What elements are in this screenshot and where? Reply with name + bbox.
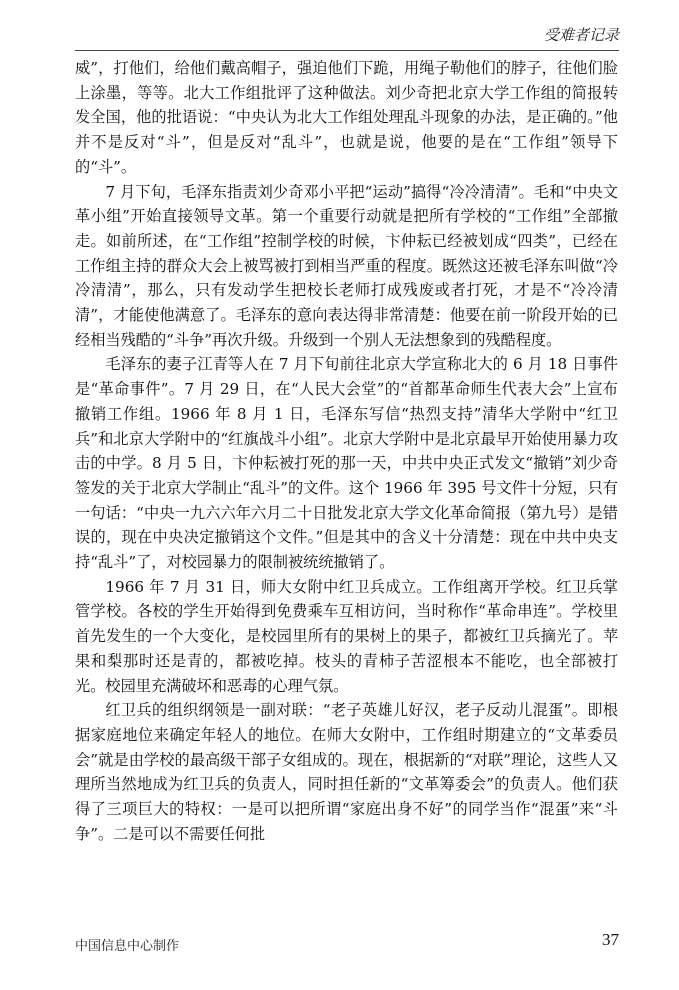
footer-publisher: 中国信息中心制作 xyxy=(75,939,180,954)
page-number: 37 xyxy=(602,930,619,949)
paragraph-5: 红卫兵的组织纲领是一副对联：“老子英雄儿好汉，老子反动儿混蛋”。即根据家庭地位来确定年轻人的地位。在师大女附中，工作组时期建立的“文革委员会”就是由学校的最高级干部子女组成的。现在，根据新的“对联”理论，这些人又理所当然地成为红卫兵的负责人，同时担任新的“文革筹委会”的负责人。他们获得了三项巨大的特权：一是可以把所谓“家庭出身不好”的同学当作“混蛋”来“斗争”。二是可以不需要任何批 xyxy=(75,701,618,843)
paragraph-3: 毛泽东的妻子江青等人在 7 月下旬前往北京大学宣称北大的 6 月 18 日事件是“革命事件”。7 月 29 日，在“人民大会堂”的“首都革命师生代表大会”上宣布撤销工作组。1966 年 8 月 1 日，毛泽东写信“热烈支持”清华大学附中“红卫兵”和北京大学附中的“红旗战斗小组”。北京大学附中是北京最早开始使用暴力攻击的中学。8 月 5 日，卞仲耘被打死的那一天，中共中央正式发文“撤销”刘少奇签发的关于北京大学制止“乱斗”的文件。这个 1966 年 395 号文件十分短，只有一句话：“中央一九六六年六月二十日批发北京大学文化革命简报（第九号）是错误的，现在中央决定撤销这个文件。”但是其中的含义十分清楚：现在中共中央支持“乱斗”了，对校园暴力的限制被统统撤销了。 xyxy=(75,355,618,572)
paragraph-4: 1966 年 7 月 31 日，师大女附中红卫兵成立。工作组离开学校。红卫兵掌管学校。各校的学生开始得到免费乘车互相访问，当时称作“革命串连”。学校里首先发生的一个大变化，是校园里所有的果树上的果子，都被红卫兵摘光了。苹果和梨那时还是青的，都被吃掉。枝头的青柿子苦涩根本不能吃，也全部被打光。校园里充满破坏和恶毒的心理气氛。 xyxy=(75,577,618,695)
body-text xyxy=(75,56,618,847)
paragraph-2: 7 月下旬，毛泽东指责刘少奇邓小平把“运动”搞得“冷冷清清”。毛和“中央文革小组”开始直接领导文革。第一个重要行动就是把所有学校的“工作组”全部撤走。如前所述，在“工作组”控制学校的时候，卞仲耘已经被划成“四类”，已经在工作组主持的群众大会上被骂被打到相当严重的程度。既然这还被毛泽东叫做“冷冷清清”，那么，只有发动学生把校长老师打成残废或者打死，才是不“冷冷清清”，才能使他满意了。毛泽东的意向表达得非常清楚：他要在前一阶段开始的已经相当残酷的“斗争”再次升级。升级到一个别人无法想象到的残酷程度。 xyxy=(75,182,618,349)
paragraph-1: 威”，打他们，给他们戴高帽子，强迫他们下跪，用绳子勒他们的脖子，往他们脸上涂墨，等等。北大工作组批评了这种做法。刘少奇把北京大学工作组的简报转发全国，他的批语说：“中央认为北大工作组处理乱斗现象的办法，是正确的。”他并不是反对“斗”，但是反对“乱斗”，也就是说，他要的是在“工作组”领导下的“斗”。 xyxy=(75,59,618,176)
header-divider xyxy=(75,50,619,51)
running-header-title: 受难者记录 xyxy=(543,26,619,44)
